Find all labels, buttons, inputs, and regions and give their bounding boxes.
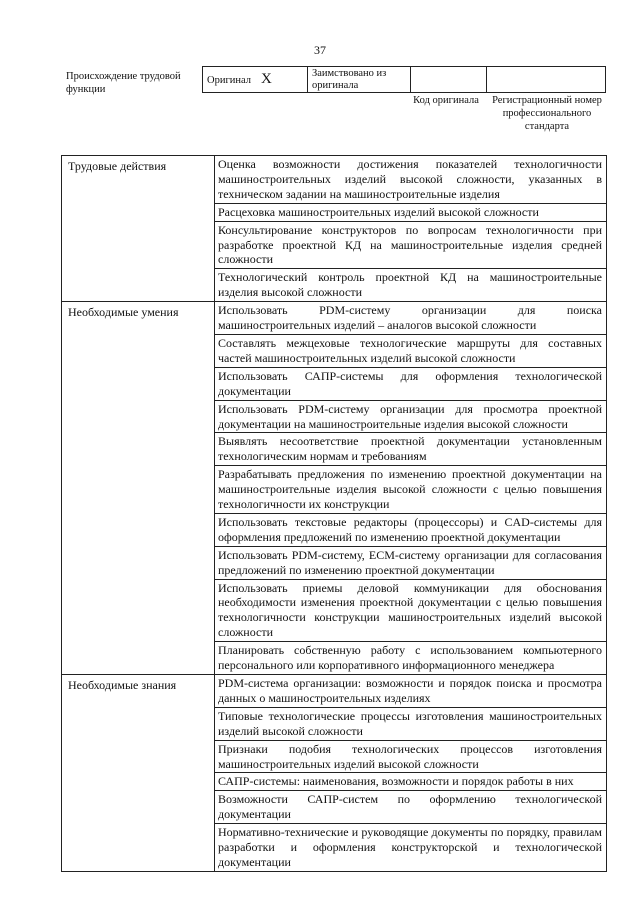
item: Использовать текстовые редакторы (процессоры) и CAD-системы для оформления предложений по изменению проектной документации [215, 513, 606, 546]
item: Расцеховка машиностроительных изделий высокой сложности [215, 203, 606, 221]
section-items [215, 156, 607, 302]
item: Использовать PDM-систему организации для поиска машиностроительных изделий – аналогов высокой сложности [218, 303, 602, 333]
item: Разрабатывать предложения по изменению проектной документации на машиностроительные изделия высокой сложности с целью повышения технологичности их конструкции [215, 465, 606, 513]
item: Составлять межцеховые технологические маршруты для составных частей машиностроительных изделий высокой сложности [215, 334, 606, 367]
item: Признаки подобия технологических процессов изготовления машиностроительных изделий высокой сложности [215, 740, 606, 773]
item: Технологический контроль проектной КД на машиностроительные изделия высокой сложности [215, 268, 606, 301]
item: Оценка возможности достижения показателей технологичности машиностроительных изделий высокой сложности, указанных в техническом задании на машиностроительные изделия [218, 157, 602, 201]
section-title: Необходимые знания [62, 675, 215, 872]
item: Возможности САПР-систем по оформлению технологической документации [215, 790, 606, 823]
item: Использовать PDM-систему, ECM-систему организации для согласования предложений по изменению проектной документации [215, 546, 606, 579]
item: Планировать собственную работу с использованием компьютерного персонального или корпоративного информационного менеджера [215, 641, 606, 674]
item: Выявлять несоответствие проектной документации установленным технологическим нормам и требованиям [215, 432, 606, 465]
item: Нормативно-технические и руководящие документы по порядку, правилам разработки и оформления конструкторской и технологической документации [215, 823, 606, 871]
section-row [62, 156, 607, 302]
reg-number-cell [487, 67, 606, 93]
reg-number-label: Регистрационный номер профессионального стандарта [492, 95, 602, 132]
code-label: Код оригинала [413, 95, 479, 106]
item: Использовать PDM-систему организации для просмотра проектной документации на машиностроительные изделия высокой сложности [215, 400, 606, 433]
section-row [62, 675, 607, 872]
original-mark: X [261, 71, 272, 87]
origin-label: Происхождение трудовой функции [66, 71, 181, 95]
section-title: Необходимые умения [62, 302, 215, 675]
item: САПР-системы: наименования, возможности и порядок работы в них [215, 772, 606, 790]
original-label: Оригинал [207, 75, 251, 86]
page-number: 37 [314, 43, 326, 57]
section-row [62, 302, 607, 675]
section-title: Трудовые действия [62, 156, 215, 302]
item: Использовать приемы деловой коммуникации для обоснования необходимости изменения проектной документации с целью повышения технологичности конструкции машиностроительных изделий высокой сложности [215, 579, 606, 642]
item: Использовать САПР-системы для оформления технологической документации [215, 367, 606, 400]
borrowed-cell: Заимствовано из оригинала [308, 67, 411, 93]
item: Консультирование конструкторов по вопросам технологичности при разработке проектной КД на машиностроительные изделия средней сложности [215, 221, 606, 269]
code-cell [411, 67, 487, 93]
origin-table [202, 66, 606, 93]
section-items [215, 302, 607, 675]
labor-function-table [61, 155, 607, 872]
original-cell [203, 67, 308, 93]
item: PDM-система организации: возможности и порядок поиска и просмотра данных о машиностроительных изделиях [218, 676, 602, 705]
section-items [215, 675, 607, 872]
item: Типовые технологические процессы изготовления машиностроительных изделий высокой сложности [215, 707, 606, 740]
